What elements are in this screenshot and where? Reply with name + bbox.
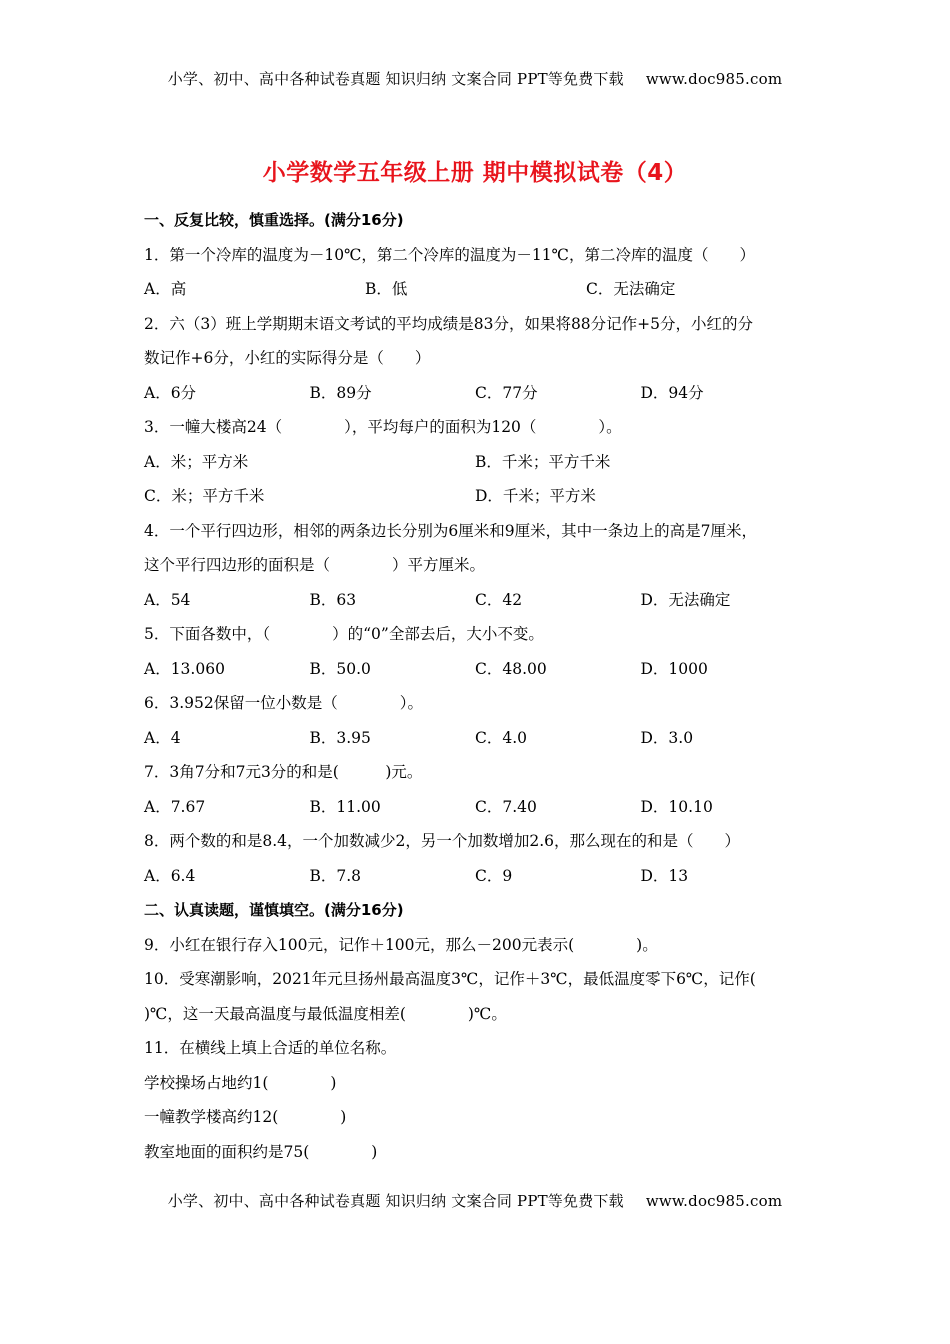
question-5: 5．下面各数中，（ ）的“0”全部去后，大小不变。	[144, 625, 544, 643]
question-3: 3．一幢大楼高24（ ），平均每户的面积为120（ ）。	[144, 418, 622, 436]
question-8: 8．两个数的和是8.4，一个加数减少2，另一个加数增加2.6，那么现在的和是（ ）	[144, 832, 741, 850]
question-11-item: 一幢教学楼高约12( )	[144, 1108, 347, 1126]
option-a: A．6.4	[144, 866, 196, 885]
option-d: D．千米；平方米	[475, 487, 596, 505]
option-b: B．3.95	[309, 728, 371, 747]
page-footer	[0, 1190, 950, 1211]
option-c: C．4.0	[475, 728, 528, 747]
question-3-options-row-2	[144, 484, 824, 519]
option-a: A．6分	[144, 383, 197, 402]
header-site-link[interactable]: www.doc985.com	[645, 70, 783, 88]
option-c: C．77分	[475, 383, 538, 402]
option-a: A．7.67	[144, 797, 206, 816]
question-4-options	[144, 588, 824, 623]
option-d: D．10.10	[640, 797, 713, 816]
option-b: B．千米；平方千米	[475, 452, 611, 471]
option-b: B．7.8	[309, 866, 362, 885]
question-11: 11．在横线上填上合适的单位名称。	[144, 1039, 397, 1057]
question-4-line-1: 4．一个平行四边形，相邻的两条边长分别为6厘米和9厘米，其中一条边上的高是7厘米，	[144, 521, 757, 540]
exam-content	[144, 208, 824, 1174]
question-3-options-row-1	[144, 450, 824, 485]
question-2-line-1: 2．六（3）班上学期期末语文考试的平均成绩是83分，如果将88分记作+5分，小红的分	[144, 314, 754, 333]
option-b: B．低	[365, 280, 408, 298]
option-d: D．94分	[640, 383, 704, 402]
question-2-line-2: 数记作+6分，小红的实际得分是（ ）	[144, 349, 431, 367]
header-text: 小学、初中、高中各种试卷真题 知识归纳 文案合同 PPT等免费下载	[167, 70, 624, 88]
question-8-options	[144, 864, 824, 899]
question-7-options	[144, 795, 824, 830]
footer-text: 小学、初中、高中各种试卷真题 知识归纳 文案合同 PPT等免费下载	[167, 1192, 624, 1210]
section-2-heading: 二、认真读题，谨慎填空。(满分16分)	[144, 901, 404, 919]
option-c: C．9	[475, 866, 513, 885]
question-1: 1．第一个冷库的温度为－10℃，第二个冷库的温度为－11℃，第二冷库的温度（ ）	[144, 245, 755, 264]
question-10-line-2: )℃，这一天最高温度与最低温度相差( )℃。	[144, 1004, 507, 1023]
option-a: A．米；平方米	[144, 452, 249, 471]
footer-site-link[interactable]: www.doc985.com	[645, 1192, 783, 1210]
option-a: A．高	[144, 280, 187, 298]
question-6: 6．3.952保留一位小数是（ ）。	[144, 694, 423, 712]
option-d: D．1000	[640, 659, 708, 678]
option-d: D．13	[640, 866, 689, 885]
option-b: B．50.0	[309, 659, 371, 678]
option-c: C．48.00	[475, 659, 547, 678]
option-d: D．无法确定	[640, 590, 731, 609]
option-a: A．54	[144, 590, 191, 609]
page-title: 小学数学五年级上册 期中模拟试卷（4）	[262, 160, 688, 186]
question-6-options	[144, 726, 824, 761]
question-1-options	[144, 277, 824, 312]
option-b: B．63	[309, 590, 357, 609]
question-7: 7．3角7分和7元3分的和是( )元。	[144, 763, 423, 781]
page-header	[0, 68, 950, 89]
option-c: C．42	[475, 590, 523, 609]
option-c: C．米；平方千米	[144, 487, 265, 505]
option-d: D．3.0	[640, 728, 694, 747]
question-5-options	[144, 657, 824, 692]
question-11-item: 学校操场占地约1( )	[144, 1073, 337, 1092]
option-b: B．89分	[309, 383, 372, 402]
question-2-options	[144, 381, 824, 416]
option-a: A．4	[144, 728, 181, 747]
option-a: A．13.060	[144, 659, 225, 678]
question-4-line-2: 这个平行四边形的面积是（ ）平方厘米。	[144, 556, 486, 574]
question-9: 9．小红在银行存入100元，记作＋100元，那么－200元表示( )。	[144, 935, 658, 954]
option-c: C．7.40	[475, 797, 537, 816]
section-1-heading: 一、反复比较，慎重选择。(满分16分)	[144, 211, 404, 229]
question-11-item: 教室地面的面积约是75( )	[144, 1142, 378, 1161]
option-b: B．11.00	[309, 797, 381, 816]
option-c: C．无法确定	[586, 280, 676, 298]
question-10-line-1: 10．受寒潮影响，2021年元旦扬州最高温度3℃，记作＋3℃，最低温度零下6℃，记作(	[144, 970, 756, 988]
